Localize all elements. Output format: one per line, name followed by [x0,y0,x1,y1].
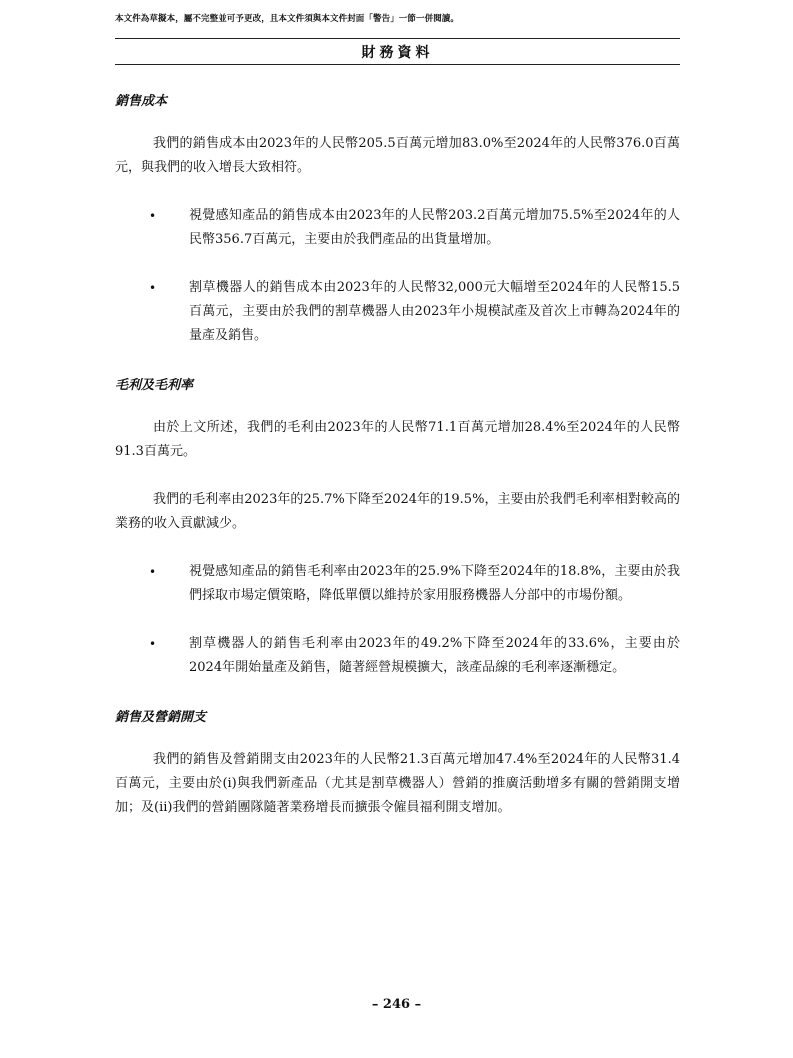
paragraph-gross-profit: 由於上文所述，我們的毛利由2023年的人民幣71.1百萬元增加28.4%至2024年的人民幣91.3百萬元。 [115,420,680,459]
page-number: – 246 – [371,997,422,1012]
heading-selling-expenses: 銷售及營銷開支 [115,710,207,725]
bullet-item [115,276,680,348]
heading-gross-profit: 毛利及毛利率 [115,378,194,393]
bullet-text: 視覺感知產品的銷售成本由2023年的人民幣203.2百萬元增加75.5%至2024年的人民幣356.7百萬元，主要由於我們產品的出貨量增加。 [189,208,680,247]
bullet-text: 視覺感知產品的銷售毛利率由2023年的25.9%下降至2024年的18.8%，主要由於我們採取市場定價策略，降低單價以維持於家用服務機器人分部中的市場份額。 [189,564,680,603]
bullet-text: 割草機器人的銷售成本由2023年的人民幣32,000元大幅增至2024年的人民幣15.5百萬元，主要由於我們的割草機器人由2023年小規模試產及首次上市轉為2024年的量產及銷售。 [189,280,680,343]
draft-disclaimer: 本文件為草擬本，屬不完整並可予更改，且本文件須與本文件封面「警告」一節一併閱讀。 [115,14,460,24]
header-rule-bottom [115,64,680,65]
main-content [115,92,680,820]
bullet-icon: • [149,565,157,579]
heading-cost-of-sales: 銷售成本 [115,94,168,109]
paragraph-gross-margin: 我們的毛利率由2023年的25.7%下降至2024年的19.5%，主要由於我們毛利率相對較高的業務的收入貢獻減少。 [115,492,680,531]
bullet-item [115,632,680,680]
paragraph-selling-expenses: 我們的銷售及營銷開支由2023年的人民幣21.3百萬元增加47.4%至2024年的人民幣31.4百萬元，主要由於(i)與我們新產品（尤其是割草機器人）營銷的推廣活動增多有關的營銷開支增加；及(ii)我們的營銷團隊隨著業務增長而擴張令僱員福利開支增加。 [115,752,680,815]
bullet-item [115,204,680,252]
bullet-item [115,560,680,608]
bullet-icon: • [149,637,157,651]
paragraph-cost-of-sales: 我們的銷售成本由2023年的人民幣205.5百萬元增加83.0%至2024年的人民幣376.0百萬元，與我們的收入增長大致相符。 [115,136,680,175]
header-rule-top [115,38,680,39]
section-title: 財務資料 [361,45,434,61]
bullet-text: 割草機器人的銷售毛利率由2023年的49.2%下降至2024年的33.6%，主要由於2024年開始量產及銷售，隨著經營規模擴大，該產品線的毛利率逐漸穩定。 [189,636,680,675]
bullet-icon: • [149,281,157,295]
bullet-icon: • [149,209,157,223]
